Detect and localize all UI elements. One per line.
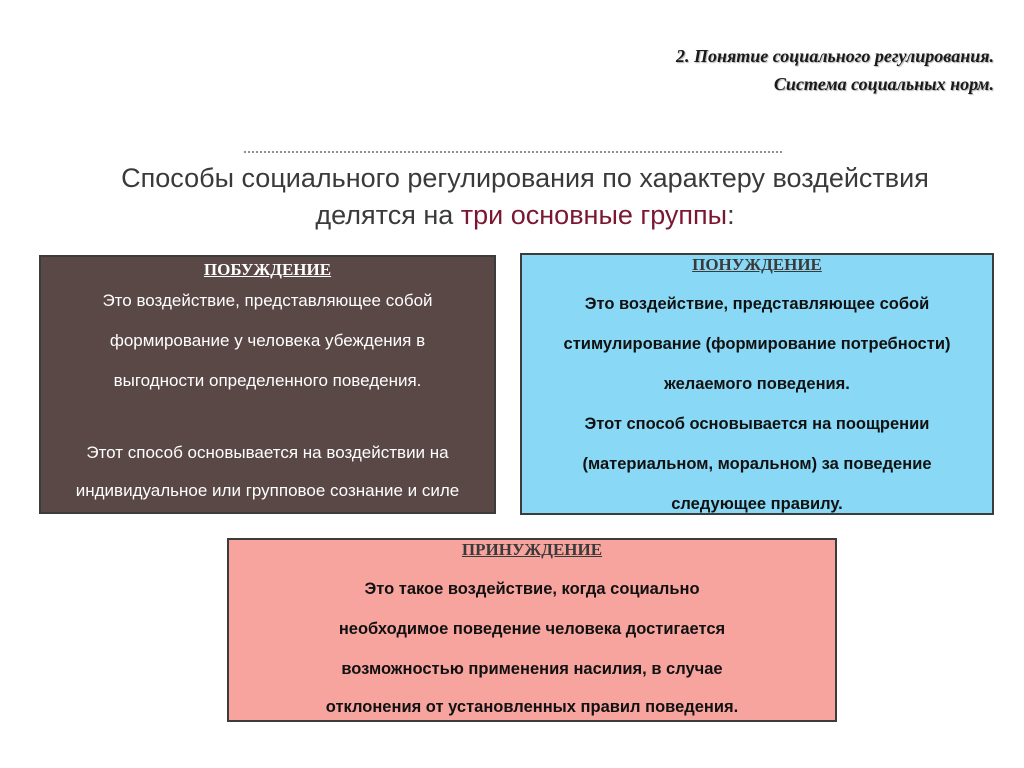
urging-line-1: Это воздействие, представляющее собой bbox=[584, 295, 930, 313]
inducement-box bbox=[39, 255, 496, 514]
urging-box bbox=[520, 253, 994, 515]
title-accent: три основные группы bbox=[460, 200, 728, 230]
inducement-line-1: Это воздействие, представляющее собой bbox=[102, 291, 433, 310]
inducement-line-4: Этот способ основывается на воздействии на bbox=[86, 443, 449, 462]
dotted-divider bbox=[243, 150, 783, 157]
coercion-line-4: отклонения от установленных правил поведения. bbox=[325, 698, 739, 716]
coercion-line-2: необходимое поведение человека достигается bbox=[338, 620, 726, 638]
title-line-1: Способы социального регулирования по характеру воздействия bbox=[121, 163, 929, 193]
header-line-1: 2. Понятие социального регулирования. bbox=[675, 46, 994, 66]
coercion-line-3: возможностью применения насилия, в случае bbox=[341, 660, 723, 678]
urging-line-3: желаемого поведения. bbox=[664, 375, 850, 393]
title-line-2 bbox=[60, 197, 990, 234]
urging-line-4: Этот способ основывается на поощрении bbox=[584, 415, 930, 433]
title-suffix: : bbox=[727, 200, 735, 230]
slide-header bbox=[676, 42, 994, 98]
urging-line-5: (материальном, моральном) за поведение bbox=[582, 455, 932, 473]
title-prefix: делятся на bbox=[315, 200, 461, 230]
inducement-line-2: формирование у человека убеждения в bbox=[109, 331, 426, 350]
urging-line-6: следующее правилу. bbox=[671, 495, 843, 513]
urging-heading: ПОНУЖДЕНИЕ bbox=[692, 255, 822, 274]
slide-title bbox=[60, 160, 990, 234]
header-line-2: Система социальных норм. bbox=[773, 74, 994, 94]
inducement-heading: ПОБУЖДЕНИЕ bbox=[203, 260, 332, 279]
coercion-heading: ПРИНУЖДЕНИЕ bbox=[461, 540, 603, 559]
urging-line-2: стимулирование (формирование потребности) bbox=[563, 335, 951, 353]
coercion-box bbox=[227, 538, 837, 722]
inducement-line-3: выгодности определенного поведения. bbox=[113, 371, 422, 390]
inducement-line-5: индивидуальное или групповое сознание и силе bbox=[75, 481, 460, 500]
coercion-line-1: Это такое воздействие, когда социально bbox=[364, 580, 700, 598]
